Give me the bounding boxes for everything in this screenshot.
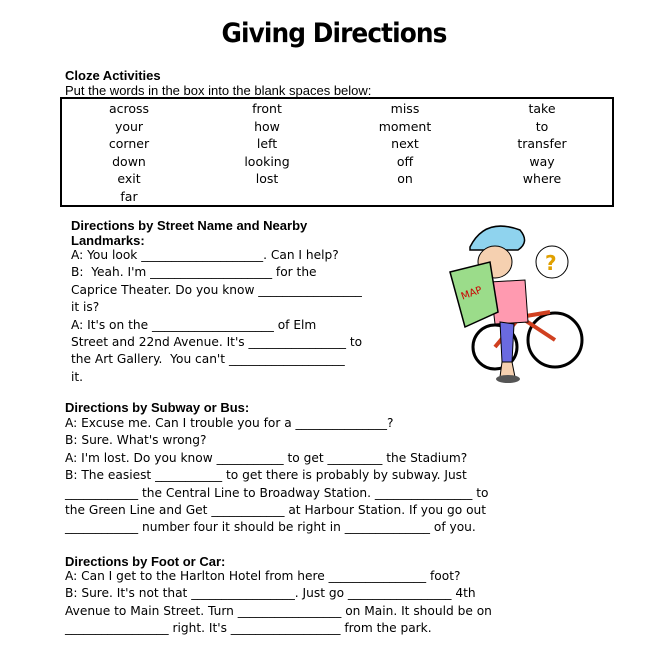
- dialogue-line: B: Sure. It's not that _________________. Just go _________________ 4th: [65, 586, 476, 601]
- dialogue-line: it.: [71, 369, 84, 384]
- word-bank-item: next: [391, 136, 419, 151]
- cloze-instruction: Put the words in the box into the blank spaces below:: [65, 83, 372, 98]
- dialogue-line: the Green Line and Get ____________ at Harbour Station. If you go out: [65, 502, 487, 517]
- dialogue-line: ____________ the Central Line to Broadway Station. ________________ to: [65, 485, 489, 500]
- word-bank-item: lost: [255, 171, 279, 186]
- word-bank-item: corner: [108, 136, 150, 151]
- word-box: [60, 97, 614, 207]
- section-heading-street: [71, 218, 307, 248]
- section-heading-subway: Directions by Subway or Bus:: [65, 400, 250, 415]
- page-title: Giving Directions: [221, 18, 447, 49]
- word-bank-item: to: [535, 118, 549, 134]
- heading-line: Directions by Street Name and Nearby: [71, 218, 308, 233]
- dialogue-line: B: The easiest ___________ to get there is probably by subway. Just: [65, 468, 467, 483]
- street-dialogue: [71, 247, 362, 386]
- word-bank-item: where: [522, 171, 562, 186]
- dialogue-line: Caprice Theater. Do you know _________________: [71, 282, 362, 297]
- word-bank-item: on: [397, 171, 413, 186]
- dialogue-line: the Art Gallery. You can't ___________________: [71, 352, 345, 367]
- dialogue-line: Avenue to Main Street. Turn _________________ on Main. It should be on: [65, 603, 492, 618]
- word-bank-item: transfer: [517, 136, 567, 151]
- word-bank-item: take: [528, 101, 556, 116]
- word-bank-item: exit: [117, 171, 141, 186]
- dialogue-line: A: You look ____________________. Can I help?: [71, 248, 339, 262]
- dialogue-line: A: It's on the ____________________ of Elm: [71, 317, 317, 332]
- dialogue-line: B: Sure. What's wrong?: [65, 433, 207, 448]
- dialogue-line: ____________ number four it should be right in ______________ of you.: [65, 520, 476, 535]
- word-bank-item: front: [252, 101, 282, 116]
- cloze-heading: Cloze Activities: [65, 68, 161, 83]
- word-bank-item: your: [114, 118, 144, 134]
- dialogue-line: A: Can I get to the Harlton Hotel from here ________________ foot?: [65, 569, 461, 583]
- word-bank-item: how: [254, 118, 280, 134]
- question-mark: ?: [545, 251, 557, 275]
- word-bank-item: looking: [244, 153, 290, 169]
- word-bank-item: off: [396, 153, 414, 169]
- section-heading-foot: Directions by Foot or Car:: [65, 554, 226, 569]
- word-bank-item: way: [529, 153, 555, 169]
- word-bank-item: moment: [378, 118, 432, 134]
- foot-dialogue: [65, 568, 492, 638]
- dialogue-line: it is?: [71, 300, 100, 315]
- cyclist-with-map-illustration: [440, 212, 590, 387]
- word-bank-item: miss: [390, 101, 420, 116]
- dialogue-line: A: I'm lost. Do you know ___________ to get _________ the Stadium?: [65, 450, 468, 465]
- word-bank-item: down: [112, 153, 146, 169]
- dialogue-line: Street and 22nd Avenue. It's ________________ to: [71, 334, 363, 349]
- dialogue-line: A: Excuse me. Can I trouble you for a _______________?: [65, 416, 394, 430]
- subway-dialogue: [65, 415, 488, 537]
- word-bank-item: left: [256, 136, 278, 151]
- word-bank-item: across: [108, 101, 150, 116]
- dialogue-line: _________________ right. It's __________________ from the park.: [65, 621, 432, 636]
- heading-line: Landmarks:: [71, 233, 145, 248]
- map-label: MAP: [459, 284, 484, 303]
- dialogue-line: B: Yeah. I'm ____________________ for the: [71, 265, 317, 280]
- word-bank-item: far: [120, 188, 138, 204]
